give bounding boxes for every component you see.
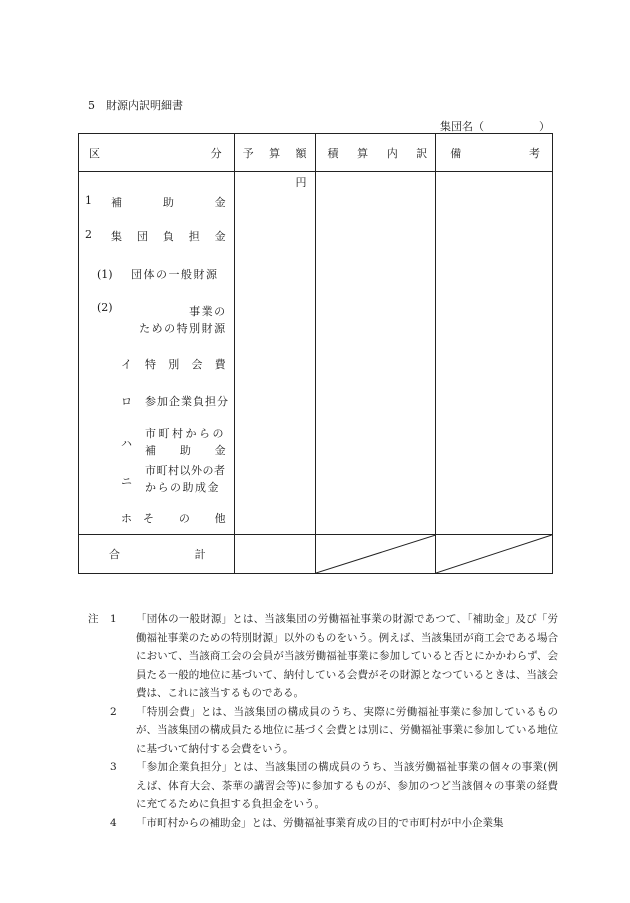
header-remarks-right: 考 [529,146,540,160]
item-shichoson-hojokin-line1: 市町村からの [145,427,226,440]
notes-label: 注 [88,613,99,625]
item-char: 他 [214,512,226,525]
item-label: 参加企業負担分 [145,395,229,408]
item-shichoson-hojokin-num: ハ [121,437,132,450]
item-char: 金 [214,230,226,243]
item-sanka-kigyo [121,393,234,409]
item-shudan-futankin [85,228,226,244]
item-char: 負 [162,230,174,243]
note-item [88,610,558,703]
section-title: 5 財源内訳明細書 [88,99,183,112]
item-josei-num: ニ [121,475,132,488]
item-char: 別 [168,358,180,371]
item-char: 補 [145,444,156,457]
notes-section [88,610,558,832]
item-ippan-zaigen [97,266,234,282]
item-char: 助 [162,196,174,209]
header-budget-char: 算 [269,146,281,160]
item-char: の [178,512,190,525]
diagonal-strike [316,535,436,573]
remarks-cell[interactable] [436,172,553,535]
group-name-field: 集団名（ ） [440,120,550,133]
header-budget-char: 額 [295,146,307,160]
note-text: 「特別会費」とは、当該集団の構成員のうち、実際に労働福祉事業に参加しているものが、当該集団の構成員たる地位に基づく会費とは別に、労働福祉事業に参加している地位に基づいて納付する会費をいう。 [136,705,558,755]
item-number: ロ [121,395,132,408]
item-char: 集 [111,230,122,243]
item-tokubetsu-kaihi [121,356,226,372]
note-item [88,814,558,833]
item-tokubetsu-zaigen-line2: ための特別財源 [139,322,227,335]
note-number: 4 [110,816,117,829]
note-number: 3 [110,761,117,773]
item-josei-line2: からの助成金 [145,481,220,494]
item-number: 1 [85,194,92,207]
header-estimate-char: 算 [357,146,369,160]
note-item [88,703,558,759]
total-label-cell [79,535,235,574]
item-josei-line1: 市町村以外の者 [145,464,226,477]
header-estimate [315,134,436,172]
note-text: 「団体の一般財源」とは、当該集団の労働福祉事業の財源であつて、「補助金」及び「労働福祉事業のための特別財源」以外のものをいう。例えば、当該集団が商工会である場合において、当該商工会の会員が当該労働福祉事業に参加していると否とにかかわらず、会員たる一般的地位に基づいて、納付している会費がその財源となつているときは、当該会費は、これに該当するものである。 [136,613,558,699]
item-char: 助 [179,444,191,457]
kubun-cell [79,172,235,535]
total-estimate-cell [315,535,436,574]
header-kubun-left: 区 [89,146,100,160]
total-char: 計 [194,548,206,561]
note-number: 2 [110,705,117,718]
header-remarks [436,134,553,172]
diagonal-strike [436,535,552,573]
total-budget-cell[interactable] [234,535,315,574]
item-number: 2 [85,228,92,241]
yen-unit: 円 [295,176,307,189]
header-budget-char: 予 [242,146,254,160]
total-char: 合 [109,548,120,561]
item-label: 団体の一般財源 [131,268,219,281]
item-char: 金 [214,444,226,457]
total-row [79,535,553,574]
header-estimate-char: 内 [386,146,398,160]
item-number: (1) [97,268,113,281]
item-char: 特 [145,358,156,371]
header-remarks-left: 備 [450,146,462,160]
item-shichoson-hojokin-line2 [145,442,226,458]
item-tokubetsu-zaigen-line1: 事業の [189,305,227,318]
item-char: そ [143,512,154,525]
table-header-row [79,134,553,172]
item-hojokin [85,194,226,210]
note-text: 「市町村からの補助金」とは、労働福祉事業育成の目的で市町村が中小企業集 [136,816,504,829]
funding-breakdown-table [78,133,553,574]
budget-cell[interactable] [234,172,315,535]
header-estimate-char: 積 [327,146,339,160]
note-item [88,758,558,814]
item-char: 補 [111,196,122,209]
item-number: (2) [97,301,113,314]
note-text: 「参加企業負担分」とは、当該集団の構成員のうち、当該労働福祉事業の個々の事業(例えば、体育大会、茶華の講習会等)に参加するものが、参加のつど当該個々の事業の経費に充てるために負担する負担金をいう。 [136,761,558,810]
item-char: 金 [214,196,226,209]
note-number: 1 [110,613,117,625]
item-char: 費 [214,358,226,371]
item-number: イ [121,358,132,371]
header-budget [234,134,315,172]
header-kubun [79,134,235,172]
header-estimate-char: 訳 [416,146,428,160]
item-char: 担 [188,230,200,243]
item-char: 会 [191,358,203,371]
item-number: ホ [121,512,132,525]
table-body-row [79,172,553,535]
header-kubun-right: 分 [210,146,222,160]
item-char: 団 [136,230,148,243]
estimate-cell[interactable] [315,172,436,535]
total-remarks-cell [436,535,553,574]
item-sonota [121,510,226,526]
